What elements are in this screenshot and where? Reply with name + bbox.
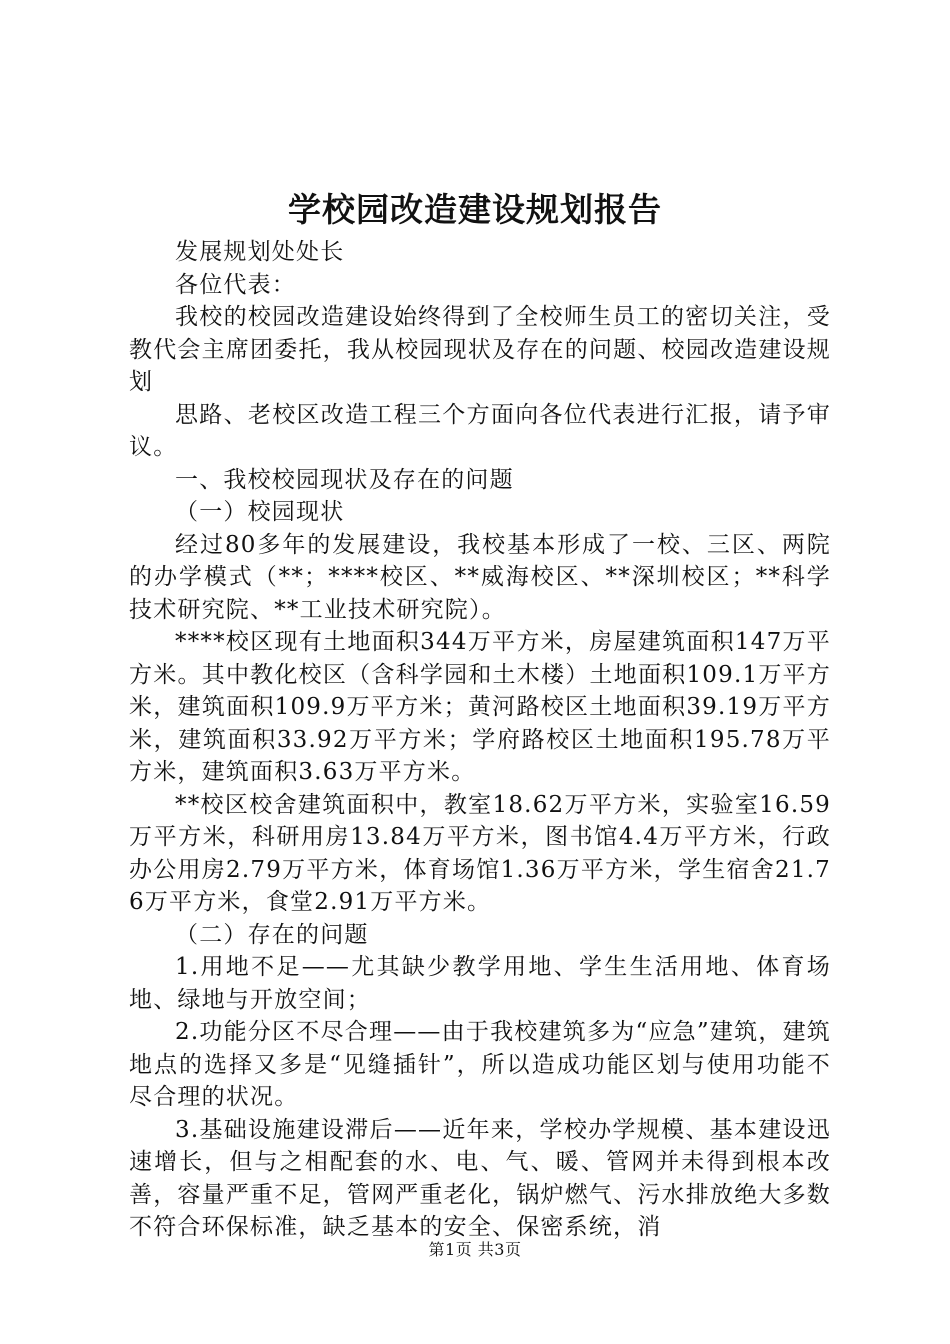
problem-item-1: 1.用地不足——尤其缺少教学用地、学生生活用地、体育场地、绿地与开放空间； (129, 954, 831, 1013)
page-footer: 第1页 共3页 (428, 1240, 522, 1259)
document-body (129, 236, 831, 1244)
document-title: 学校园改造建设规划报告 (288, 190, 662, 229)
subsection-heading-1: （一）校园现状 (175, 499, 345, 525)
body-paragraph: ****校区现有土地面积344万平方米，房屋建筑面积147万平方米。其中教化校区（含科学园和土木楼）土地面积109.1万平方米，建筑面积109.9万平方米；黄河路校区土地面积39.19万平方米，建筑面积33.92万平方米；学府路校区土地面积195.78万平方米，建筑面积3.63万平方米。 (129, 629, 831, 785)
addressee-line: 发展规划处处长 (175, 239, 345, 265)
problem-item-2: 2.功能分区不尽合理——由于我校建筑多为“应急”建筑，建筑地点的选择又多是“见缝插针”，所以造成功能区划与使用功能不尽合理的状况。 (129, 1019, 831, 1110)
problem-item-3: 3.基础设施建设滞后——近年来，学校办学规模、基本建设迅速增长，但与之相配套的水、电、气、暖、管网并未得到根本改善，容量严重不足，管网严重老化，锅炉燃气、污水排放绝大多数不符合环保标准，缺乏基本的安全、保密系统，消 (129, 1116, 831, 1240)
salutation-line: 各位代表： (175, 271, 296, 298)
section-heading-1: 一、我校校园现状及存在的问题 (175, 466, 514, 493)
intro-paragraph-continued: 思路、老校区改造工程三个方面向各位代表进行汇报，请予审议。 (129, 401, 831, 460)
intro-paragraph: 我校的校园改造建设始终得到了全校师生员工的密切关注，受教代会主席团委托，我从校园现状及存在的问题、校园改造建设规划 (129, 304, 831, 395)
body-paragraph: **校区校舍建筑面积中，教室18.62万平方米，实验室16.59万平方米，科研用房13.84万平方米，图书馆4.4万平方米，行政办公用房2.79万平方米，体育场馆1.36万平方米，学生宿舍21.76万平方米，食堂2.91万平方米。 (129, 791, 831, 915)
subsection-heading-2: （二）存在的问题 (175, 921, 369, 948)
body-paragraph: 经过80多年的发展建设，我校基本形成了一校、三区、两院的办学模式（**；****校区、**威海校区、**深圳校区；**科学技术研究院、**工业技术研究院）。 (129, 531, 831, 623)
